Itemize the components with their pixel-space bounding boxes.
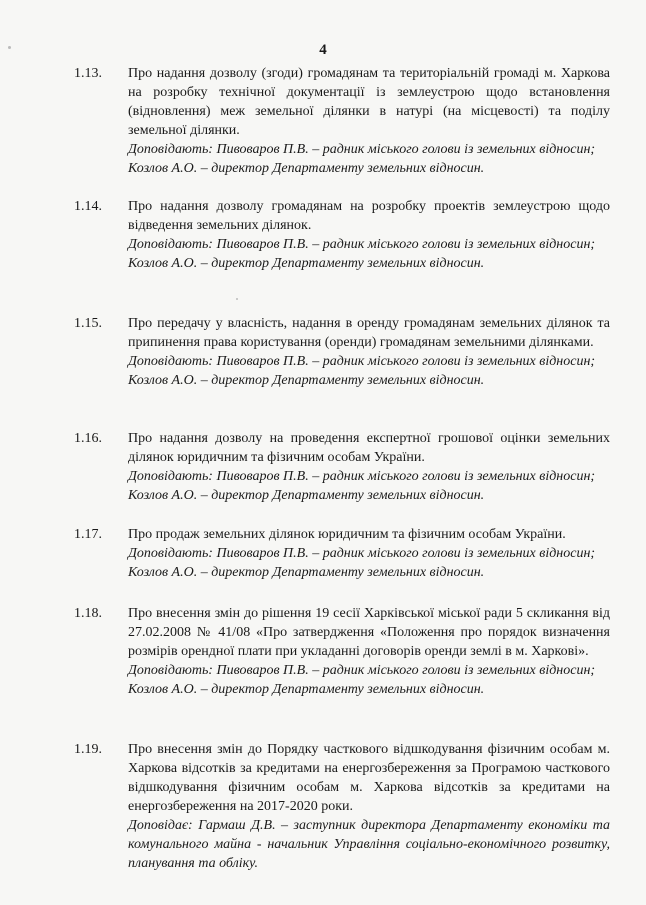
speaker-line: Козлов А.О. – директор Департаменту земельних відносин. [128,373,485,388]
agenda-item-1-19 [60,740,620,873]
item-number: 1.13. [74,66,102,81]
item-title: Про надання дозволу громадянам на розробку проектів землеустрою щодо відведення земельних ділянок. [128,199,610,233]
speaker-line: Доповідають: Пивоваров П.В. – радник міського голови із земельних відносин; [128,663,596,678]
item-number: 1.19. [74,742,102,757]
speaker-line: Доповідають: Пивоваров П.В. – радник міського голови із земельних відносин; [128,546,596,561]
speaker-line: Козлов А.О. – директор Департаменту земельних відносин. [128,682,485,697]
page-number: 4 [319,42,327,58]
item-title: Про внесення змін до рішення 19 сесії Харківської міської ради 5 скликання від 27.02.2008 № 41/08 «Про затвердження «Положення про порядок визначення розмірів орендної плати при укладанні договорів оренди землі в м. Харкові». [128,606,610,659]
agenda-item-1-16 [60,429,620,505]
item-title: Про передачу у власність, надання в оренду громадянам земельних ділянок та припинення права користування (оренди) громадянам земельними ділянками. [128,316,610,350]
agenda-item-1-14 [60,197,620,273]
item-title: Про надання дозволу (згоди) громадянам та територіальній громаді м. Харкова на розробку технічної документації із землеустрою щодо встановлення (відновлення) меж земельної ділянки в натурі (на місцевості) та поділу земельної ділянки. [128,66,610,138]
agenda-item-1-17 [60,525,620,582]
agenda-item-1-15 [60,314,620,390]
speaker-line: Козлов А.О. – директор Департаменту земельних відносин. [128,256,485,271]
item-number: 1.14. [74,199,102,214]
item-number: 1.15. [74,316,102,331]
speaker-line: Доповідають: Пивоваров П.В. – радник міського голови із земельних відносин; [128,469,596,484]
speaker-line: Доповідає: Гармаш Д.В. – заступник директора Департаменту економіки та комунального майна - начальник Управління соціально-економічного розвитку, планування та обліку. [128,818,610,871]
item-number: 1.18. [74,606,102,621]
scan-speck [236,298,238,300]
item-title: Про продаж земельних ділянок юридичним та фізичним особам України. [128,527,566,542]
agenda-item-1-18 [60,604,620,699]
speaker-line: Козлов А.О. – директор Департаменту земельних відносин. [128,565,485,580]
speaker-line: Доповідають: Пивоваров П.В. – радник міського голови із земельних відносин; [128,354,596,369]
agenda-item-1-13 [60,64,620,178]
item-number: 1.17. [74,527,102,542]
speaker-line: Козлов А.О. – директор Департаменту земельних відносин. [128,488,485,503]
item-title: Про надання дозволу на проведення експертної грошової оцінки земельних ділянок юридичним та фізичним особам України. [128,431,610,465]
speaker-line: Доповідають: Пивоваров П.В. – радник міського голови із земельних відносин; [128,237,596,252]
speaker-line: Козлов А.О. – директор Департаменту земельних відносин. [128,161,485,176]
item-title: Про внесення змін до Порядку часткового відшкодування фізичним особам м. Харкова відсотків за кредитами на енергозбереження за Програмою часткового відшкодування фізичним особам м. Харкова відсотків за кредитами на енергозбереження на 2017-2020 роки. [128,742,610,814]
item-number: 1.16. [74,431,102,446]
speaker-line: Доповідають: Пивоваров П.В. – радник міського голови із земельних відносин; [128,142,596,157]
